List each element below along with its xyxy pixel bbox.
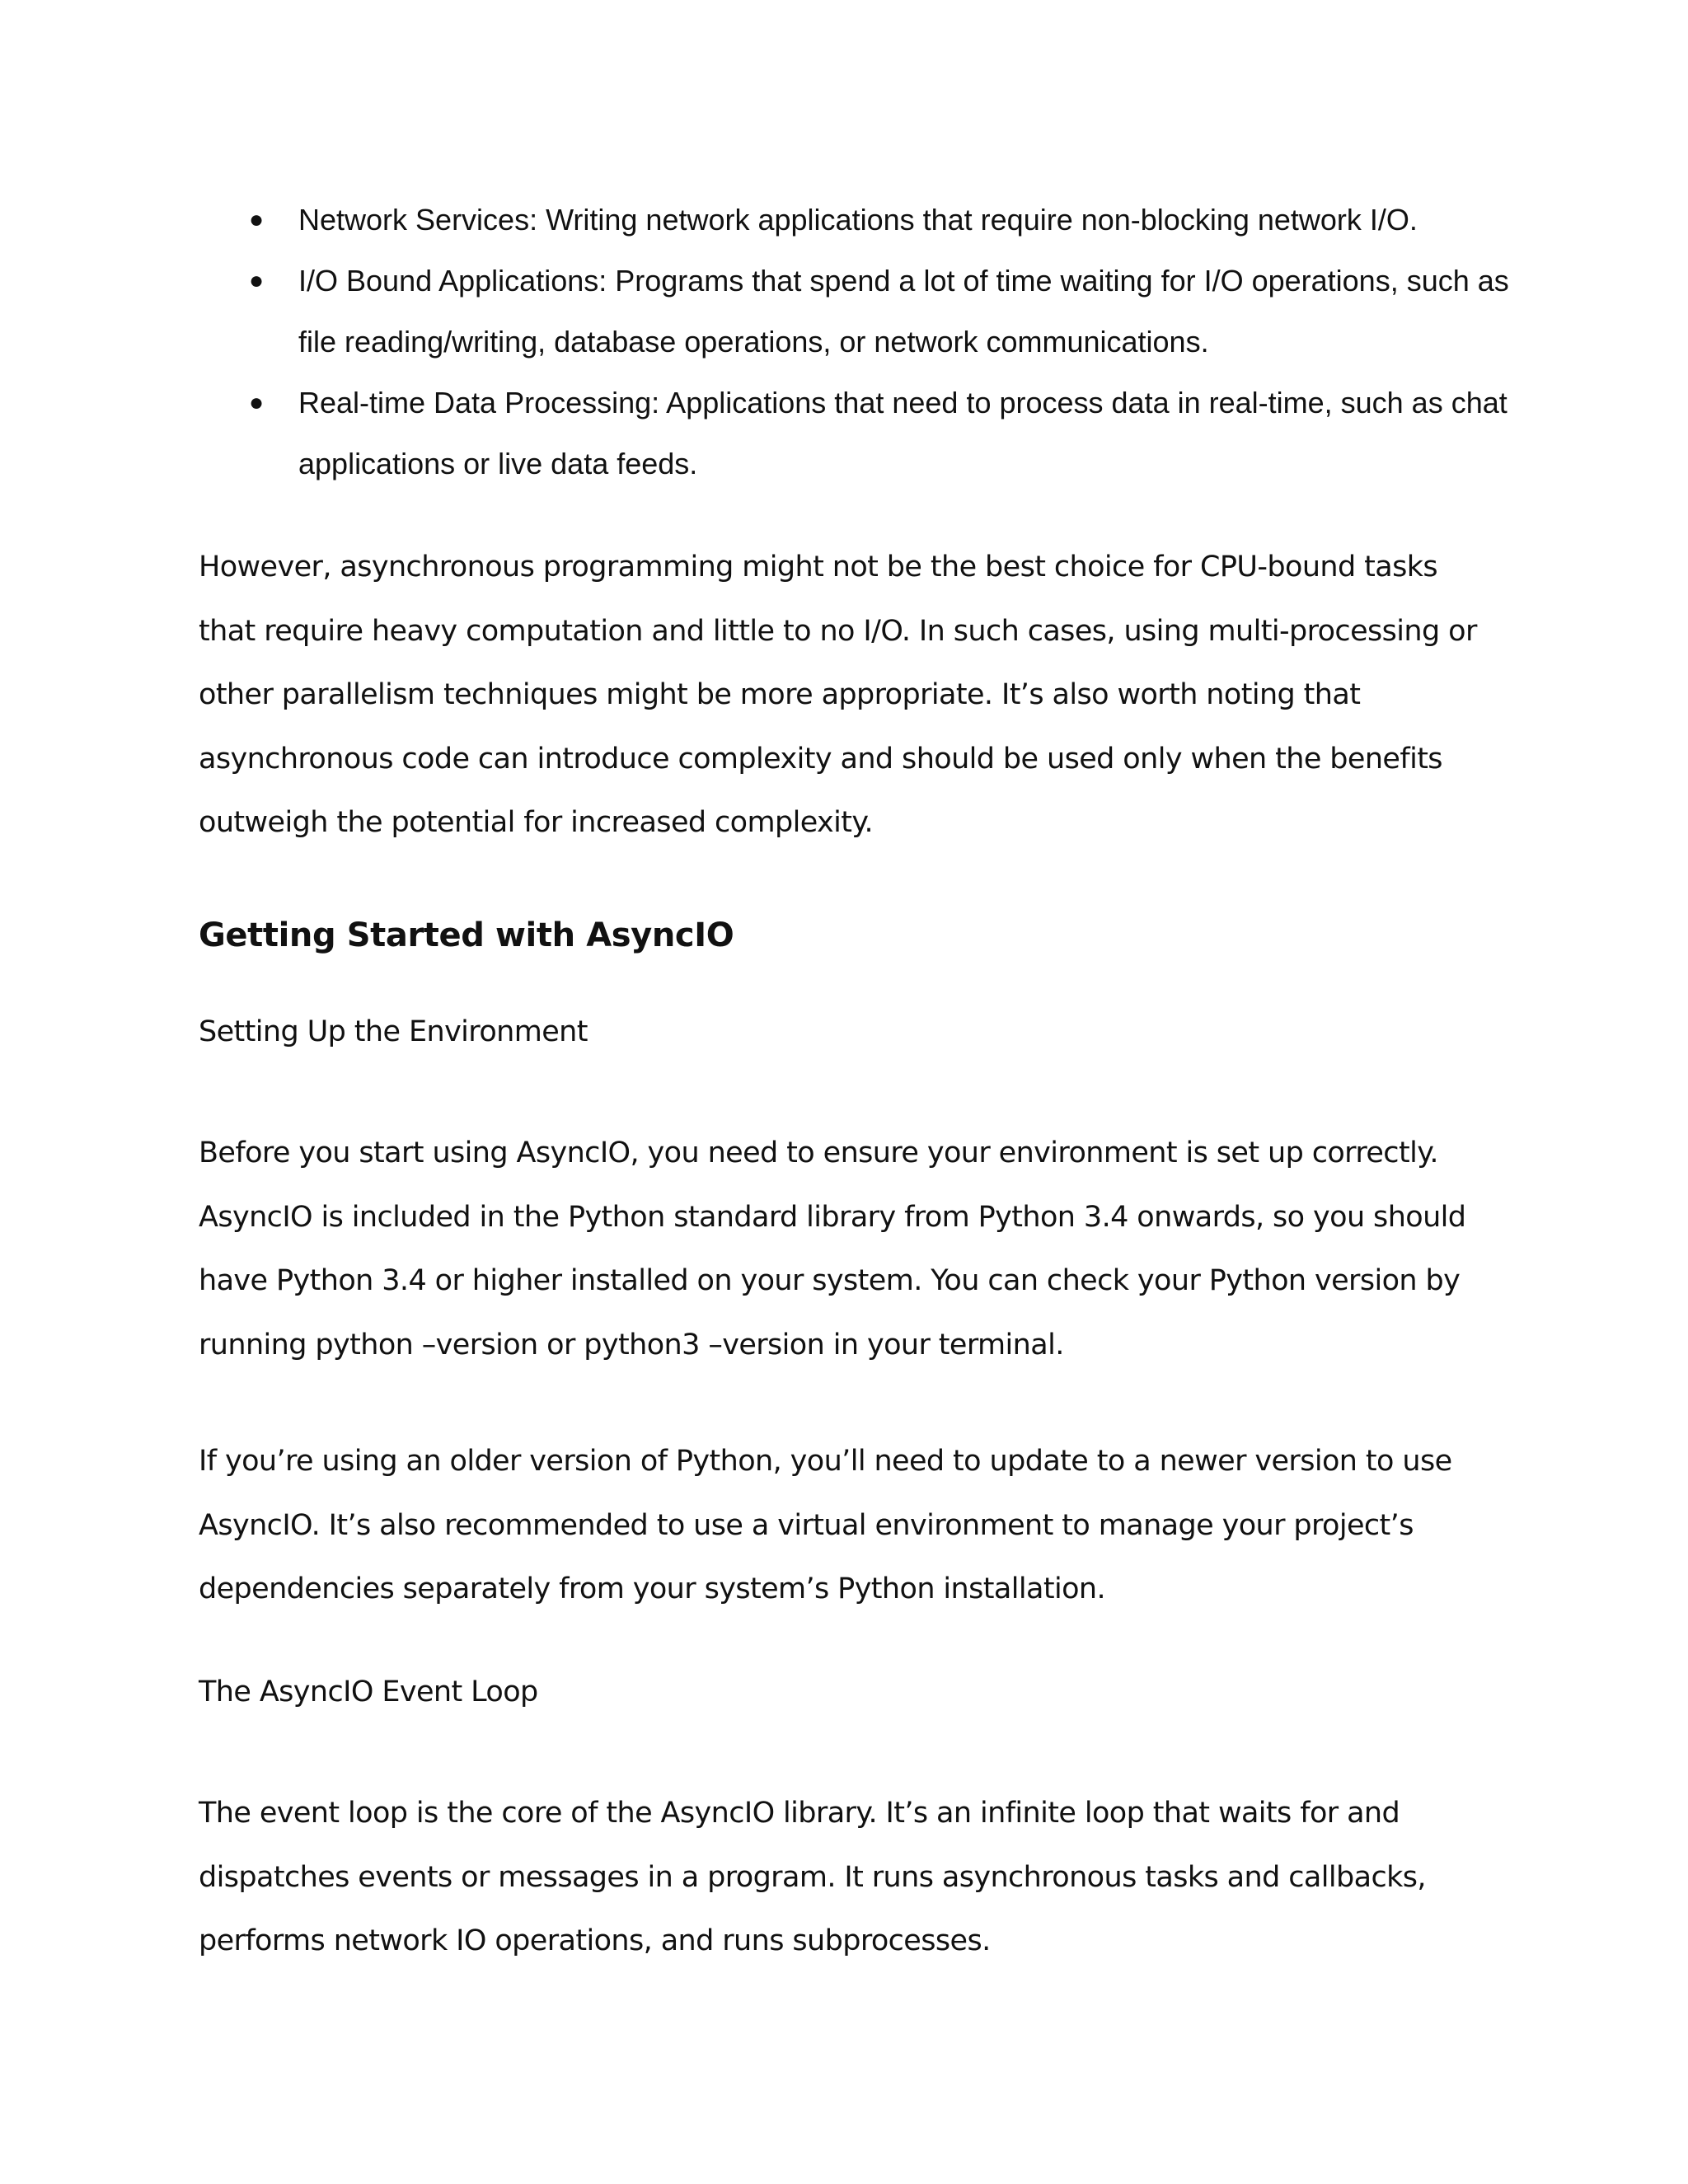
bullet-icon: ● [249, 267, 265, 294]
list-item-text: Network Services: Writing network applications that require non-blocking network I/O. [298, 203, 1418, 237]
subheading-event-loop: The AsyncIO Event Loop [199, 1675, 538, 1708]
list-item-text: Real-time Data Processing: Applications that need to process data in real-time, such as chat applications or live data feeds. [298, 386, 1507, 480]
paragraph-event-loop: The event loop is the core of the AsyncIO library. It’s an infinite loop that waits for and dispatches events or messages in a program. It runs asynchronous tasks and callbacks, performs network IO operations, and runs subprocesses. [199, 1797, 1426, 1957]
list-item-text: I/O Bound Applications: Programs that spend a lot of time waiting for I/O operations, such as file reading/writing, database operations, or network communications. [298, 264, 1509, 359]
paragraph-however: However, asynchronous programming might not be the best choice for CPU-bound tasks that require heavy computation and little to no I/O. In such cases, using multi-processing or other parallelism techniques might be more appropriate. It’s also worth noting that asynchronous code can introduce complexity and should be used only when the benefits outweigh the potential for increased complexity. [199, 551, 1477, 839]
list-item [0, 251, 1510, 373]
paragraph-before-you-start: Before you start using AsyncIO, you need to ensure your environment is set up correctly. AsyncIO is included in the Python standard library from Python 3.4 onwards, so you should have Python 3.4 or higher installed on your system. You can check your Python version by running python –version or python3 –version in your terminal. [199, 1137, 1466, 1361]
section-heading: Getting Started with AsyncIO [199, 916, 734, 954]
bullet-icon: ● [249, 389, 265, 416]
paragraph-older-version: If you’re using an older version of Python, you’ll need to update to a newer version to use AsyncIO. It’s also recommended to use a virtual environment to manage your project’s dependencies separately from your system’s Python installation. [199, 1445, 1452, 1605]
bullet-icon: ● [249, 206, 265, 233]
subheading-setting-up: Setting Up the Environment [199, 1015, 588, 1048]
use-case-list [0, 190, 1688, 494]
list-item [0, 373, 1510, 494]
list-item [0, 190, 1510, 251]
